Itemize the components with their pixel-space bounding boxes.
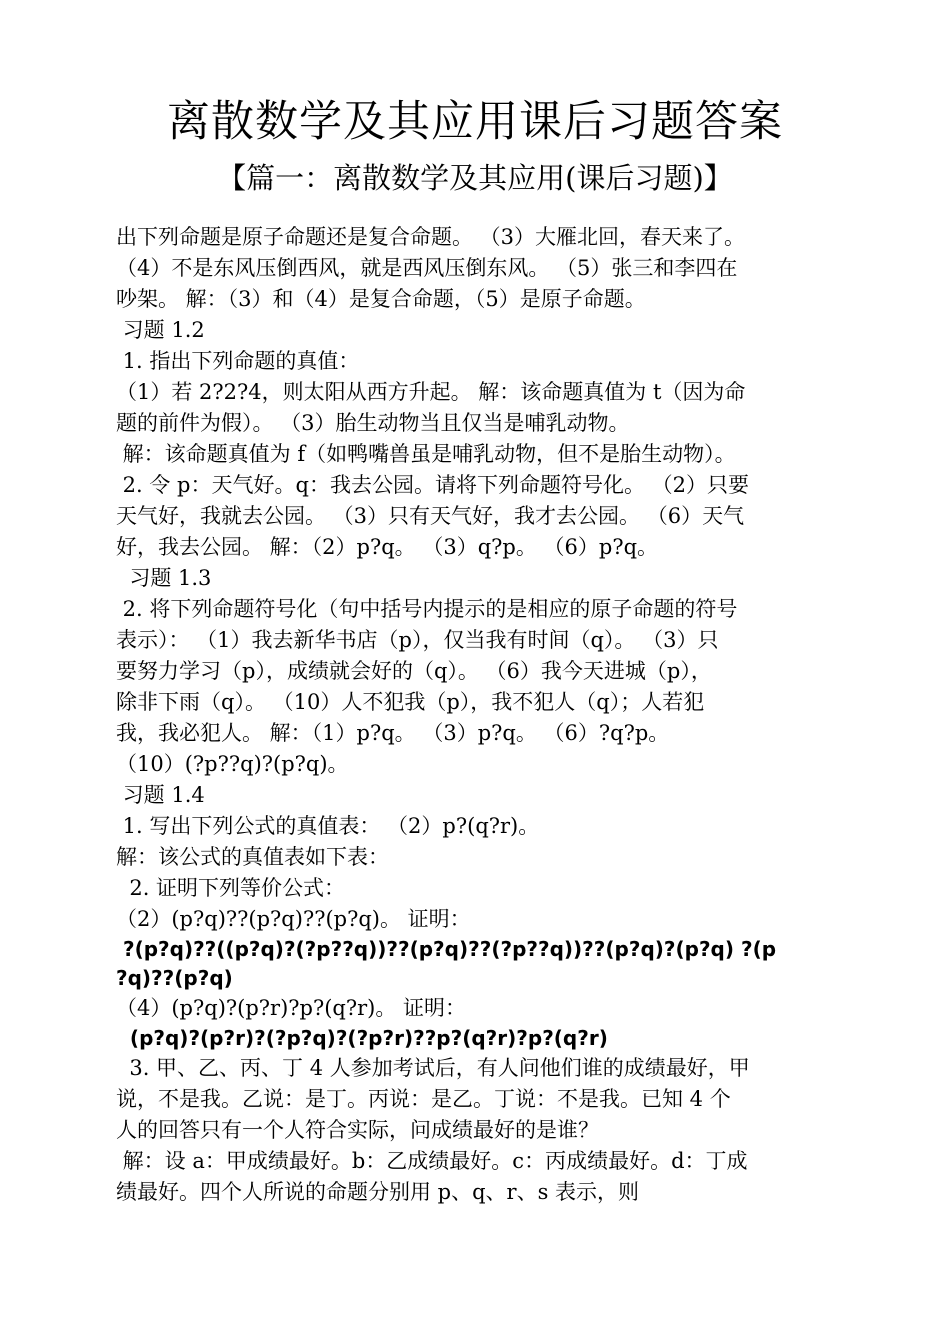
text-line: 解：该公式的真值表如下表： [116,845,389,869]
text-line: 人的回答只有一个人符合实际，问成绩最好的是谁？ [116,1118,599,1142]
text-line: （4）不是东风压倒西风，就是西风压倒东风。 （5）张三和李四在 [116,256,738,280]
text-line: 好，我去公园。 解：（2）p?q。 （3）q?p。 （6）p?q。 [116,535,659,559]
text-line: 2. 将下列命题符号化（句中括号内提示的是相应的原子命题的符号 [116,597,738,621]
text-line: 解：该命题真值为 f（如鸭嘴兽虽是哺乳动物，但不是胎生动物）。 [116,442,736,466]
section-heading: 习题 1.3 [116,566,212,590]
text-line: 说，不是我。乙说：是丁。丙说：是乙。丁说：不是我。已知 4 个 [116,1087,731,1111]
page-title: 离散数学及其应用课后习题答案 [167,97,783,147]
text-line: 解：设 a：甲成绩最好。b：乙成绩最好。c：丙成绩最好。d：丁成 [116,1149,748,1173]
text-line: 2. 证明下列等价公式： [116,876,346,900]
section-heading: 习题 1.4 [116,783,205,807]
text-line: 2. 令 p：天气好。q：我去公园。请将下列命题符号化。 （2）只要 [116,473,749,497]
formula-line: (p?q)?(p?r)?(?p?q)?(?p?r)??p?(q?r)?p?(q?r) [116,1026,608,1050]
document-body [116,222,834,1208]
text-line: （2）(p?q)??(p?q)??(p?q)。 证明： [116,907,471,931]
text-line: 1. 指出下列命题的真值： [116,349,360,373]
text-line: 3. 甲、乙、丙、丁 4 人参加考试后，有人问他们谁的成绩最好，甲 [116,1056,750,1080]
text-line: 题的前件为假）。 （3）胎生动物当且仅当是哺乳动物。 [116,411,630,435]
text-line: 表示）： （1）我去新华书店（p），仅当我有时间（q）。 （3）只 [116,628,719,652]
text-line: 出下列命题是原子命题还是复合命题。 （3）大雁北回，春天来了。 [116,225,746,249]
text-line: （4）(p?q)?(p?r)?p?(q?r)。 证明： [116,996,467,1020]
formula-line: ?q)??(p?q) [116,966,233,990]
text-line: 我，我必犯人。 解：（1）p?q。 （3）p?q。 （6）?q?p。 [116,721,670,745]
section-heading: 习题 1.2 [116,318,205,342]
text-line: （1）若 2?2?4，则太阳从西方升起。 解：该命题真值为 t（因为命 [116,380,746,404]
text-line: 吵架。 解：（3）和（4）是复合命题，（5）是原子命题。 [116,287,646,311]
text-line: 除非下雨（q）。 （10）人不犯我（p），我不犯人（q）；人若犯 [116,690,705,714]
text-line: 要努力学习（p），成绩就会好的（q）。 （6）我今天进城（p）， [116,659,712,683]
text-line: （10）(?p??q)?(p?q)。 [116,752,349,776]
text-line: 天气好，我就去公园。 （3）只有天气好，我才去公园。 （6）天气 [116,504,745,528]
text-line: 1. 写出下列公式的真值表： （2）p?(q?r)。 [116,814,540,838]
page-subtitle: 【篇一：离散数学及其应用(课后习题)】 [217,161,733,195]
formula-line: ?(p?q)??((p?q)?(?p??q))??(p?q)??(?p??q))??(p?q)?(p?q) ?(p [116,937,777,961]
text-line: 绩最好。四个人所说的命题分别用 p、q、r、s 表示，则 [116,1180,640,1204]
